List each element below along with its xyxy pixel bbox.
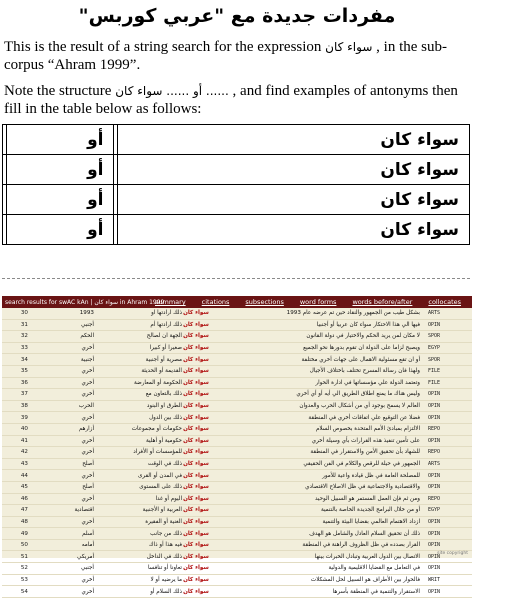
concordance-row: [2, 540, 472, 552]
left-word: أخري: [81, 345, 94, 352]
left-word: أخري: [81, 368, 94, 375]
p2-structure: ...... أو ...... سواء كان: [115, 84, 229, 98]
left-word: أجنبية: [80, 356, 94, 363]
p1-text-after: , in the sub-corpus “Ahram 1999”.: [4, 39, 447, 73]
category-code: REPO: [428, 449, 441, 456]
left-context: ذلك ارادتها او: [151, 310, 182, 317]
category-code: OPIN: [428, 414, 441, 421]
keyword-link[interactable]: سواء كان: [183, 414, 209, 421]
category-code: WRIT: [428, 576, 441, 583]
left-context: ذلك بالتعاون مع: [145, 391, 182, 398]
row-number: 33: [20, 345, 28, 352]
aw-cell: أو: [6, 155, 114, 185]
row-number: 48: [20, 518, 28, 525]
left-word: أخري: [81, 495, 94, 502]
keyword-link[interactable]: سواء كان: [183, 321, 209, 328]
p1-text-before: This is the result of a string search for the expression: [4, 39, 322, 55]
concordance-row: [2, 401, 472, 413]
keyword-link[interactable]: سواء كان: [183, 461, 209, 468]
concordance-row: [2, 482, 472, 494]
keyword-link[interactable]: سواء كان: [183, 565, 209, 572]
right-context: وليس هناك ما يمنع اطلاق الطريق الي أيه أو أي أخري: [296, 391, 420, 398]
aw-cell: أو: [6, 125, 114, 155]
row-number: 46: [20, 495, 28, 502]
row-number: 43: [20, 461, 28, 468]
left-context: ذلك على المستوى: [139, 484, 182, 491]
right-context: الاتصال بين الدول العربية وتبادل الخبرات بينها: [314, 553, 420, 560]
keyword-link[interactable]: سواء كان: [183, 437, 209, 444]
category-code: OPIN: [428, 553, 441, 560]
category-code: SPOR: [428, 356, 441, 363]
keyword-link[interactable]: سواء كان: [183, 333, 209, 340]
right-context: ذلك أن تحقيق السلام العادل والشامل هو الهدف: [309, 530, 420, 537]
table-row: [3, 125, 470, 155]
right-context: بشكل طيب من الجمهور والنقاد حين تم عرضه عام 1993: [286, 310, 420, 317]
results-header-bar: [2, 296, 509, 308]
concordance-row: [2, 320, 472, 332]
row-number: 35: [20, 368, 28, 375]
keyword-link[interactable]: سواء كان: [183, 426, 209, 433]
keyword-link[interactable]: سواء كان: [183, 345, 209, 352]
keyword-link[interactable]: سواء كان: [183, 484, 209, 491]
left-word: أخري: [81, 449, 94, 456]
left-context: ذلك في الوقت: [147, 461, 182, 468]
left-context: اليوم أو غدا: [155, 495, 182, 502]
concordance-row: [2, 517, 472, 529]
worksheet-title: مفردات جديدة مع "عربي كوربس": [78, 5, 396, 27]
row-number: 52: [20, 565, 28, 572]
right-context: ويصبح لزاما على الدولة ان تقوم بدورها نحو الجميع: [303, 345, 420, 352]
keyword-link[interactable]: سواء كان: [183, 310, 209, 317]
instruction-paragraph-2: [4, 82, 466, 118]
category-code: REPO: [428, 495, 441, 502]
right-context: أو من خلال البرامج الجديدة الخاصة بالتنمية: [320, 507, 420, 514]
left-context: الطرق او البنود: [146, 403, 182, 410]
row-number: 41: [20, 437, 28, 444]
keyword-link[interactable]: سواء كان: [183, 507, 209, 514]
left-word: الحكم: [80, 333, 94, 340]
left-word: أمريكي: [77, 553, 94, 560]
concordance-row: [2, 563, 472, 575]
keyword-link[interactable]: سواء كان: [183, 403, 209, 410]
row-number: 36: [20, 379, 28, 386]
row-number: 44: [20, 472, 28, 479]
left-context: للمؤسسات أو الأفراد: [133, 449, 182, 456]
right-context: القرار بصدده في ظل الظروف الراهنة في المنطقة: [302, 542, 420, 549]
right-context: للمصلحة العامة في ظل قيادة واعية للأمور: [322, 472, 420, 479]
keyword-link[interactable]: سواء كان: [183, 449, 209, 456]
keyword-link[interactable]: سواء كان: [183, 542, 209, 549]
left-context: حكومات أو مجموعات: [131, 426, 182, 433]
right-context: ومن ثم فإن العمل المستمر هو السبيل الوحيد: [314, 495, 420, 502]
category-code: REPO: [428, 426, 441, 433]
right-context: والاقتصادية والاجتماعية في ظل الاصلاح الاقتصادي: [305, 484, 420, 491]
keyword-link[interactable]: سواء كان: [183, 530, 209, 537]
results-title: search results for swAC kAn | سواء كان in Ahram 1999: [5, 298, 165, 306]
row-number: 40: [20, 426, 28, 433]
keyword-link[interactable]: سواء كان: [183, 588, 209, 595]
category-code: EGYP: [428, 507, 441, 514]
concordance-row: [2, 586, 472, 598]
row-number: 34: [20, 356, 28, 363]
right-context: للشهاد بأن تحقيق الأمن والاستقرار في المنطقة: [310, 449, 420, 456]
row-number: 54: [20, 588, 28, 595]
concordance-row: [2, 389, 472, 401]
left-context: ذلك ارادتها أم: [150, 321, 182, 328]
table-row: [3, 215, 470, 245]
row-number: 47: [20, 507, 28, 514]
left-context: حكومية أو أهلية: [146, 437, 182, 444]
left-context: صغيرا أو كبيرا: [149, 345, 182, 352]
row-number: 51: [20, 553, 28, 560]
row-number: 32: [20, 333, 28, 340]
right-context: العالم لا يسمح بوجود أي من أشكال الحرب والعدوان: [299, 403, 420, 410]
left-context: في المدن أو القرى: [137, 472, 182, 479]
concordance-list: [2, 308, 472, 598]
left-context: العربية او الأجنبية: [142, 507, 182, 514]
left-context: ذلك من جانب: [150, 530, 182, 537]
left-word: أجنبي: [80, 565, 94, 572]
row-number: 30: [20, 310, 28, 317]
nav-link-summary[interactable]: summary: [155, 298, 186, 306]
left-word: أجنبي: [80, 321, 94, 328]
left-word: الحرب: [78, 403, 94, 410]
category-code: OPIN: [428, 518, 441, 525]
p2-text-after: , and find examples of antonyms then fill in the table below as follows:: [4, 83, 458, 117]
concordance-row: [2, 343, 472, 355]
left-context: فيه هذا أو ذاك: [148, 542, 182, 549]
right-context: فيها الي هذا الاحتكار سواء كان عربيا أو أجنبيا: [316, 321, 420, 328]
concordance-row: [2, 354, 472, 366]
concordance-row: [2, 505, 472, 517]
aw-cell: أو: [6, 185, 114, 215]
category-code: OPIN: [428, 542, 441, 549]
left-context: ذلك السلام أو: [150, 588, 182, 595]
left-context: ما يرضيه أو لا: [150, 576, 182, 583]
p2-text-before: Note the structure: [4, 83, 112, 99]
left-word: أخري: [81, 588, 94, 595]
left-context: ذلك في الداخل: [146, 553, 182, 560]
keyword-link[interactable]: سواء كان: [183, 576, 209, 583]
left-context: ذلك بين الدول: [149, 414, 182, 421]
left-context: الجهة ان لصالح: [146, 333, 182, 340]
row-number: 39: [20, 414, 28, 421]
nav-link-collocates[interactable]: collocates: [428, 298, 462, 306]
right-context: وتعتمد الدولة علي مؤسساتها في ادارة الحوار: [315, 379, 420, 386]
category-code: FILE: [428, 379, 441, 386]
keyword-link[interactable]: سواء كان: [183, 379, 209, 386]
category-code: FILE: [428, 368, 441, 375]
keyword-link[interactable]: سواء كان: [183, 553, 209, 560]
right-context: الاستقرار والتنمية في المنطقة بأسرها: [332, 588, 420, 595]
results-nav: [155, 298, 524, 306]
keyword-link[interactable]: سواء كان: [183, 495, 209, 502]
left-context: تعاونا أو تنافسا: [147, 565, 182, 572]
row-number: 50: [20, 542, 28, 549]
keyword-link[interactable]: سواء كان: [183, 356, 209, 363]
concordance-row: [2, 436, 472, 448]
left-word: أخري: [81, 414, 94, 421]
sawaa-kan-cell: سواء كان: [118, 155, 470, 185]
nav-link-citations[interactable]: citations: [201, 298, 230, 306]
concordance-row: [2, 424, 472, 436]
instruction-paragraph-1: [4, 38, 466, 74]
category-code: OPIN: [428, 484, 441, 491]
left-word: أخري: [81, 472, 94, 479]
category-code: ARTS: [428, 310, 441, 317]
row-number: 31: [20, 321, 28, 328]
category-code: SPOR: [428, 333, 441, 340]
keyword-link[interactable]: سواء كان: [183, 391, 209, 398]
left-word: 1993: [79, 310, 94, 317]
left-context: الحكومة أو المعارضة: [133, 379, 182, 386]
left-word: أمامه: [81, 542, 94, 549]
category-code: OPIN: [428, 437, 441, 444]
sawaa-kan-cell: سواء كان: [118, 215, 470, 245]
left-word: أخري: [81, 379, 94, 386]
concordance-row: [2, 366, 472, 378]
category-code: OPIN: [428, 530, 441, 537]
right-context: في التعامل مع القضايا الاقليمية والدولية: [328, 565, 420, 572]
concordance-row: [2, 447, 472, 459]
sawaa-kan-cell: سواء كان: [118, 125, 470, 155]
concordance-row: [2, 459, 472, 471]
concordance-row: [2, 494, 472, 506]
table-row: [3, 155, 470, 185]
left-word: اقتصادية: [74, 507, 94, 514]
p1-expression: سواء كان: [325, 40, 373, 54]
right-context: ازداد الاهتمام العالمي بقضايا البيئة والتنمية: [322, 518, 420, 525]
concordance-row: [2, 575, 472, 587]
category-code: OPIN: [428, 391, 441, 398]
left-context: الغنية أو الفقيرة: [145, 518, 182, 525]
right-context: الجمهور في حيلة للرقص والكلام في الفن الحقيقي: [303, 461, 420, 468]
left-word: أخري: [81, 437, 94, 444]
row-number: 37: [20, 391, 28, 398]
left-context: القديمة أو الحديثة: [141, 368, 182, 375]
category-code: OPIN: [428, 472, 441, 479]
left-word: أخري: [81, 576, 94, 583]
row-number: 49: [20, 530, 28, 537]
concordance-row: [2, 378, 472, 390]
concordance-row: [2, 331, 472, 343]
nav-link-word-forms[interactable]: word forms: [299, 298, 337, 306]
row-number: 53: [20, 576, 28, 583]
nav-link-words-before-after[interactable]: words before/after: [352, 298, 413, 306]
concordance-row: [2, 470, 472, 482]
concordance-row: [2, 308, 472, 320]
left-context: مصرية أو أجنبية: [145, 356, 182, 363]
antonym-table: [2, 124, 470, 245]
category-code: OPIN: [428, 403, 441, 410]
aw-cell: أو: [6, 215, 114, 245]
right-context: ولهذا فان رسالة المسرح تختلف باختلاف الأجيال: [309, 368, 420, 375]
right-context: لا مكان لمن يريد الحكم والاختيار في دولة القانون: [306, 333, 420, 340]
category-code: OPIN: [428, 565, 441, 572]
left-word: أزارهم: [78, 426, 94, 433]
concordance-row: [2, 528, 472, 540]
right-context: فالحوار بين الأطراف هو السبيل لحل المشكلات: [310, 576, 420, 583]
left-word: أصلح: [82, 461, 94, 468]
corpus-search-screenshot: [2, 296, 509, 595]
right-context: أو ان تقع مسئولية الاهمال على جهات أخري مختلفة: [301, 356, 420, 363]
left-word: أصلح: [82, 484, 94, 491]
copyright-note: site copyright: [437, 551, 468, 556]
nav-link-download[interactable]: download: [477, 298, 509, 306]
category-code: ARTS: [428, 461, 441, 468]
category-code: OPIN: [428, 321, 441, 328]
section-divider: [2, 278, 470, 279]
left-word: أخري: [81, 391, 94, 398]
right-context: فضلا عن التوقيع علي اتفاقات أخري في المنطقة: [308, 414, 420, 421]
sawaa-kan-cell: سواء كان: [118, 185, 470, 215]
keyword-link[interactable]: سواء كان: [183, 518, 209, 525]
row-number: 38: [20, 403, 28, 410]
right-context: الالتزام بمبادئ الأمم المتحدة بخصوص السلام: [315, 426, 420, 433]
left-word: أخري: [81, 518, 94, 525]
concordance-row: [2, 412, 472, 424]
nav-link-subsections[interactable]: subsections: [245, 298, 284, 306]
concordance-row: [2, 551, 472, 563]
left-word: أسلم: [82, 530, 94, 537]
keyword-link[interactable]: سواء كان: [183, 368, 209, 375]
row-number: 45: [20, 484, 28, 491]
table-row: [3, 185, 470, 215]
category-code: OPIN: [428, 588, 441, 595]
category-code: EGYP: [428, 345, 441, 352]
keyword-link[interactable]: سواء كان: [183, 472, 209, 479]
right-context: على تأمين تنفيذ هذه القرارات بأي وسيلة أخري: [311, 437, 420, 444]
row-number: 42: [20, 449, 28, 456]
